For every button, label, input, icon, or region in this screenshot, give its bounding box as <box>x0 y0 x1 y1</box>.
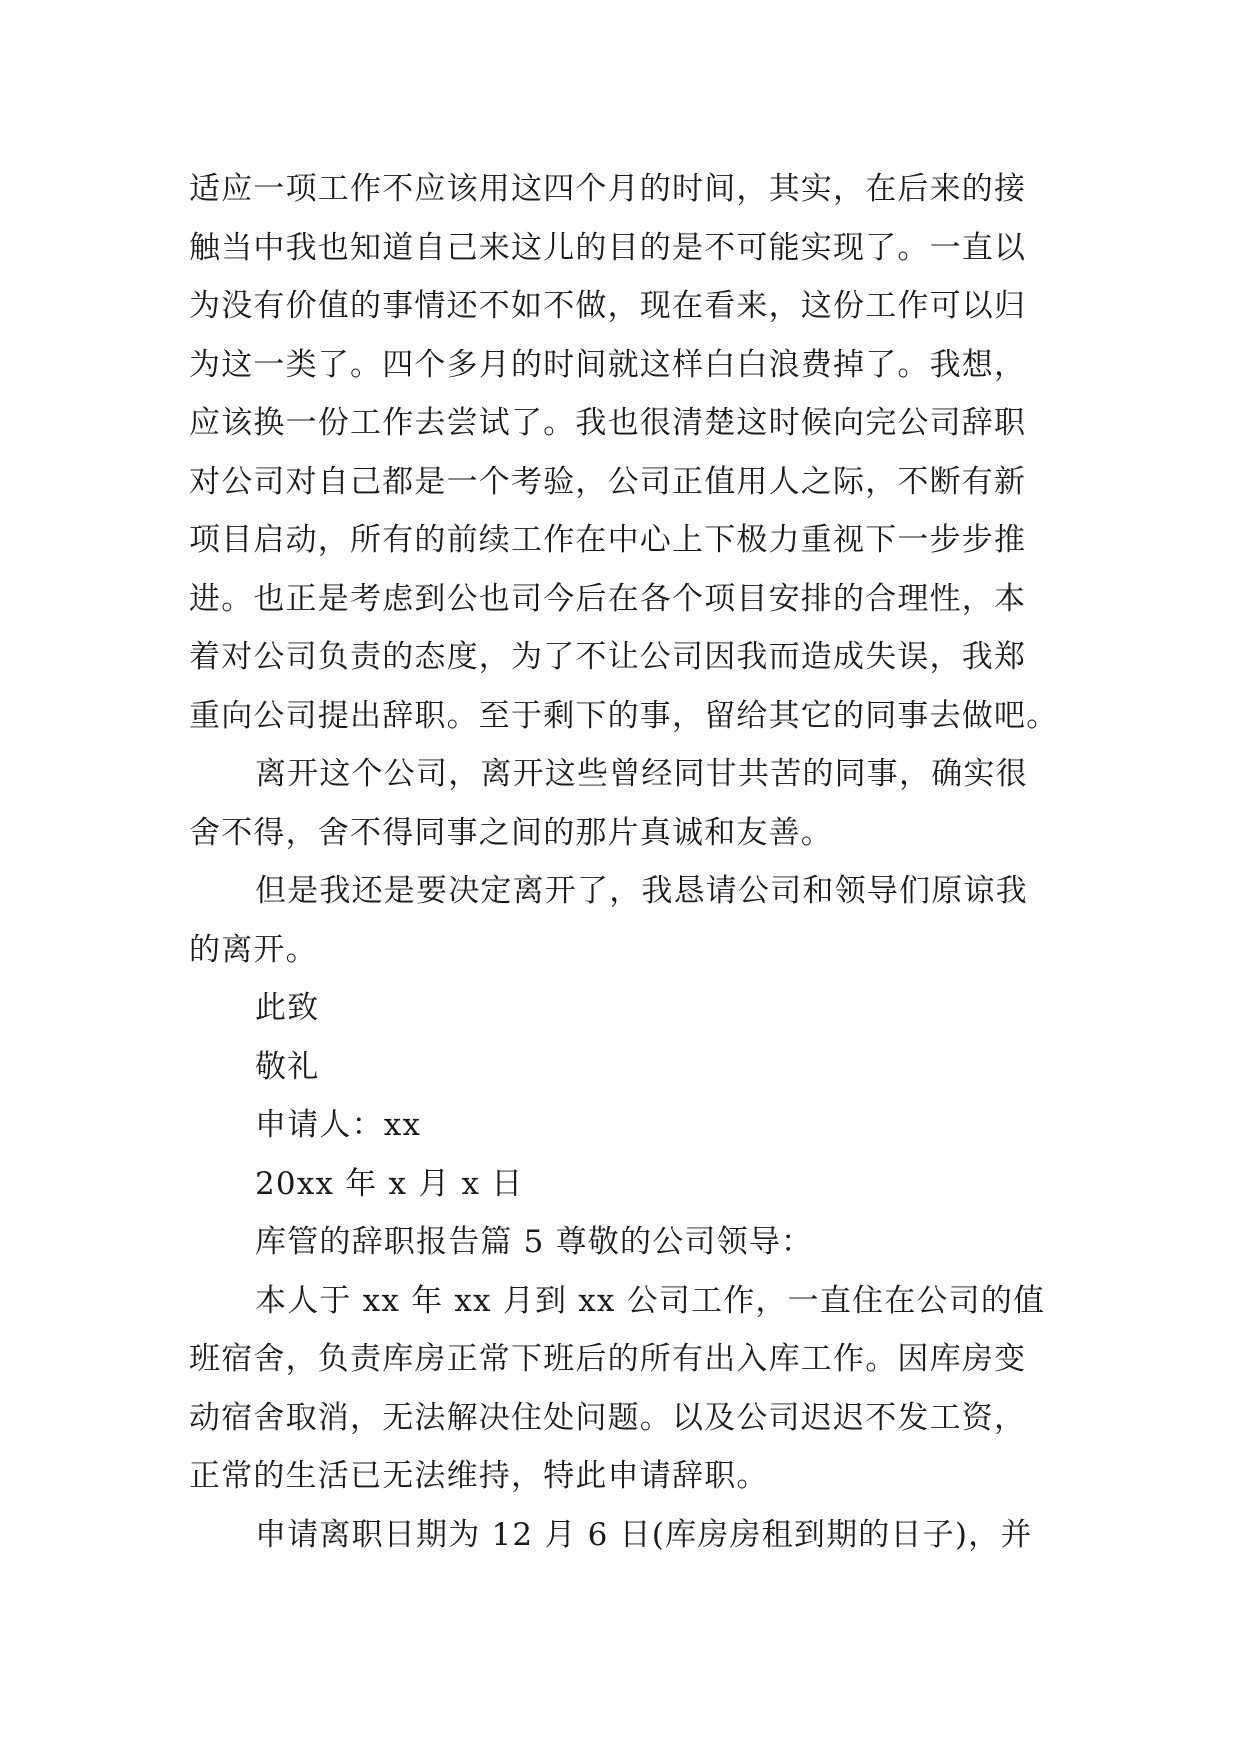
text-line: 项目启动，所有的前续工作在中心上下极力重视下一步步推 <box>189 522 1027 558</box>
text-line: 本人于 xx 年 xx 月到 xx 公司工作，一直住在公司的值 <box>255 1282 1046 1319</box>
text-line: 班宿舍，负责库房正常下班后的所有出入库工作。因库房变 <box>189 1341 1027 1377</box>
text-line: 应该换一份工作去尝试了。我也很清楚这时候向完公司辞职 <box>189 405 1027 441</box>
body-text <box>189 160 1059 1564</box>
text-line: 20xx 年 x 月 x 日 <box>255 1165 524 1202</box>
text-line: 进。也正是考虑到公也司今后在各个项目安排的合理性，本 <box>189 580 1027 617</box>
text-line: 申请人：xx <box>255 1107 422 1143</box>
text-line: 此致 <box>255 990 320 1026</box>
text-line: 触当中我也知道自己来这儿的目的是不可能实现了。一直以 <box>189 229 1027 266</box>
text-line: 适应一项工作不应该用这四个月的时间，其实，在后来的接 <box>189 171 1027 207</box>
text-line: 着对公司负责的态度，为了不让公司因我而造成失误，我郑 <box>189 639 1027 675</box>
text-line: 正常的生活已无法维持，特此申请辞职。 <box>189 1458 769 1494</box>
text-line: 离开这个公司，离开这些曾经同甘共苦的同事，确实很 <box>255 756 1028 792</box>
text-line: 的离开。 <box>189 931 318 968</box>
text-line: 敬礼 <box>255 1048 320 1085</box>
text-line: 舍不得，舍不得同事之间的那片真诚和友善。 <box>189 814 833 851</box>
text-line: 但是我还是要决定离开了，我恳请公司和领导们原谅我 <box>255 873 1028 909</box>
text-line: 申请离职日期为 12 月 6 日(库房房租到期的日子)，并 <box>255 1516 1033 1553</box>
text-line: 库管的辞职报告篇 5 尊敬的公司领导： <box>255 1224 814 1260</box>
text-line: 动宿舍取消，无法解决住处问题。以及公司迟迟不发工资， <box>189 1399 1027 1436</box>
text-line: 对公司对自己都是一个考验，公司正值用人之际，不断有新 <box>189 463 1027 500</box>
text-line: 为没有价值的事情还不如不做，现在看来，这份工作可以归 <box>189 288 1027 324</box>
text-line: 为这一类了。四个多月的时间就这样白白浪费掉了。我想， <box>189 346 1027 383</box>
text-line: 重向公司提出辞职。至于剩下的事，留给其它的同事去做吧。 <box>189 697 1059 734</box>
